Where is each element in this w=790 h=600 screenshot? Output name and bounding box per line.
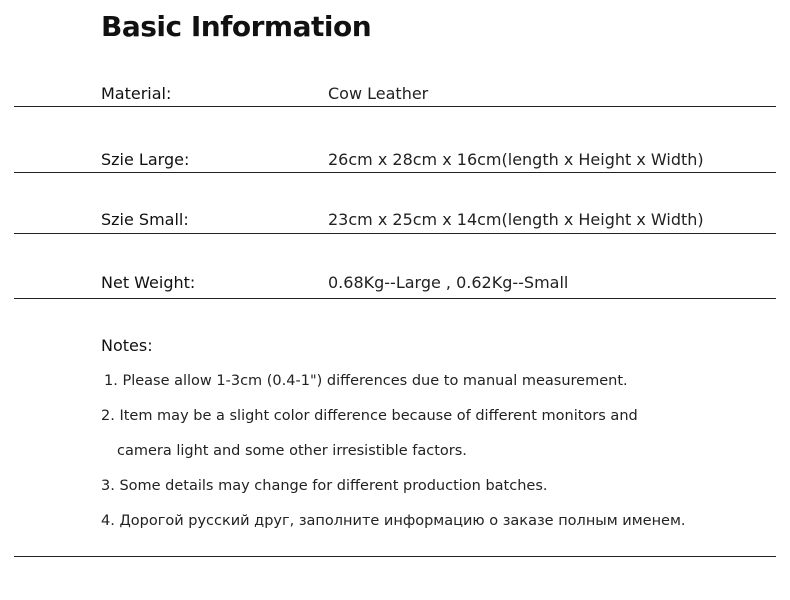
divider <box>14 172 776 173</box>
note-line: 3. Some details may change for different production batches. <box>101 478 548 494</box>
divider <box>14 106 776 107</box>
divider <box>14 233 776 234</box>
notes-heading: Notes: <box>101 336 153 355</box>
size-small-value: 23cm x 25cm x 14cm(length x Height x Width) <box>328 210 704 229</box>
note-line: 2. Item may be a slight color difference because of different monitors and <box>101 408 638 424</box>
divider <box>14 556 776 557</box>
page-title: Basic Information <box>101 10 372 43</box>
note-line: camera light and some other irresistible factors. <box>117 443 467 459</box>
net-weight-label: Net Weight: <box>101 273 196 292</box>
divider <box>14 298 776 299</box>
material-value: Cow Leather <box>328 84 429 103</box>
size-large-value: 26cm x 28cm x 16cm(length x Height x Width) <box>328 150 704 169</box>
note-line: 1. Please allow 1-3cm (0.4-1") differences due to manual measurement. <box>104 373 628 389</box>
net-weight-value: 0.68Kg--Large , 0.62Kg--Small <box>328 273 569 292</box>
size-large-label: Szie Large: <box>101 150 190 169</box>
note-line: 4. Дорогой русский друг, заполните информацию о заказе полным именем. <box>101 513 686 529</box>
material-label: Material: <box>101 84 172 103</box>
size-small-label: Szie Small: <box>101 210 189 229</box>
